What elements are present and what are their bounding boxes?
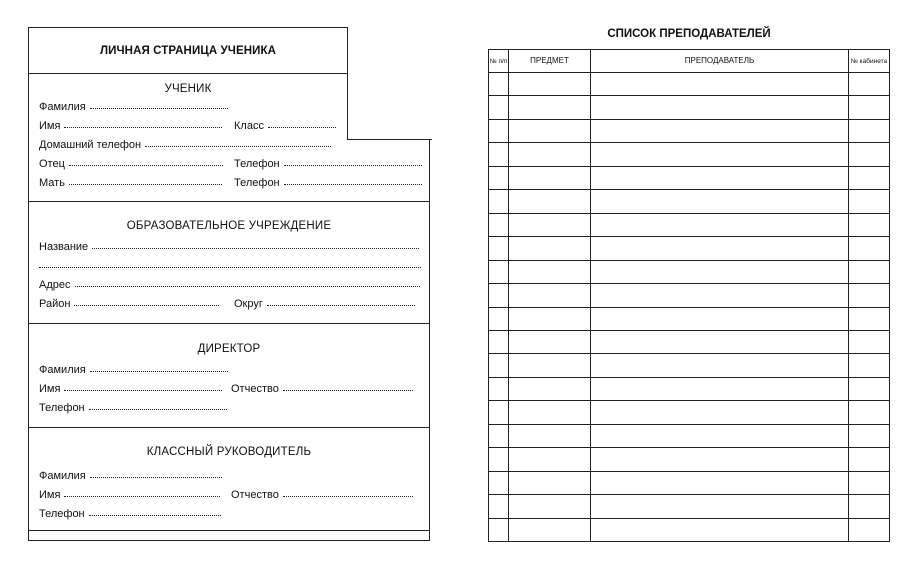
divider [29, 323, 429, 324]
table-row[interactable] [489, 166, 889, 167]
header-number: № п/п [489, 57, 508, 65]
student-name-field[interactable]: Имя [39, 120, 222, 132]
teachers-table [488, 49, 890, 542]
father-field[interactable]: Отец [39, 158, 223, 170]
student-surname-field[interactable]: Фамилия [39, 101, 228, 113]
school-name-field[interactable]: Название [39, 241, 419, 253]
table-row[interactable] [489, 424, 889, 425]
divider [29, 530, 429, 531]
teacher-phone-field[interactable]: Телефон [39, 508, 221, 520]
table-row[interactable] [489, 213, 889, 214]
divider [29, 427, 429, 428]
header-subject: ПРЕДМЕТ [530, 56, 569, 65]
photo-box[interactable] [347, 27, 432, 140]
divider [29, 201, 429, 202]
director-patronymic-field[interactable]: Отчество [231, 383, 413, 395]
school-name-continued-field[interactable] [39, 260, 421, 272]
column-divider [590, 50, 591, 541]
table-row[interactable] [489, 119, 889, 120]
school-address-field[interactable]: Адрес [39, 279, 420, 291]
table-row[interactable] [489, 283, 889, 284]
table-row[interactable] [489, 95, 889, 96]
table-row[interactable] [489, 189, 889, 190]
table-row[interactable] [489, 330, 889, 331]
teachers-list-title: СПИСОК ПРЕПОДАВАТЕЛЕЙ [607, 28, 771, 40]
divider [29, 73, 347, 74]
table-row[interactable] [489, 236, 889, 237]
teacher-name-field[interactable]: Имя [39, 489, 220, 501]
header-teacher: ПРЕПОДАВАТЕЛЬ [684, 56, 755, 65]
teacher-surname-field[interactable]: Фамилия [39, 470, 222, 482]
mother-field[interactable]: Мать [39, 177, 222, 189]
section-title-director: ДИРЕКТОР [197, 343, 261, 355]
father-phone-field[interactable]: Телефон [234, 158, 422, 170]
table-row[interactable] [489, 72, 889, 73]
teacher-patronymic-field[interactable]: Отчество [231, 489, 413, 501]
table-row[interactable] [489, 518, 889, 519]
column-divider [508, 50, 509, 541]
school-area-field[interactable]: Округ [234, 298, 415, 310]
school-district-field[interactable]: Район [39, 298, 219, 310]
director-surname-field[interactable]: Фамилия [39, 364, 228, 376]
student-class-field[interactable]: Класс [234, 120, 336, 132]
director-name-field[interactable]: Имя [39, 383, 222, 395]
column-divider [848, 50, 849, 541]
home-phone-field[interactable]: Домашний телефон [39, 139, 331, 151]
page-title: ЛИЧНАЯ СТРАНИЦА УЧЕНИКА [99, 45, 277, 57]
director-phone-field[interactable]: Телефон [39, 402, 227, 414]
header-room: № кабинета [850, 57, 888, 65]
section-title-student: УЧЕНИК [164, 83, 212, 95]
mother-phone-field[interactable]: Телефон [234, 177, 422, 189]
table-row[interactable] [489, 494, 889, 495]
section-title-school: ОБРАЗОВАТЕЛЬНОЕ УЧРЕЖДЕНИЕ [126, 220, 332, 232]
table-row[interactable] [489, 471, 889, 472]
table-row[interactable] [489, 260, 889, 261]
section-title-class-teacher: КЛАССНЫЙ РУКОВОДИТЕЛЬ [146, 446, 312, 458]
student-page-card [28, 27, 430, 541]
table-row[interactable] [489, 447, 889, 448]
table-row[interactable] [489, 307, 889, 308]
table-row[interactable] [489, 142, 889, 143]
table-row[interactable] [489, 377, 889, 378]
table-row[interactable] [489, 353, 889, 354]
table-row[interactable] [489, 400, 889, 401]
